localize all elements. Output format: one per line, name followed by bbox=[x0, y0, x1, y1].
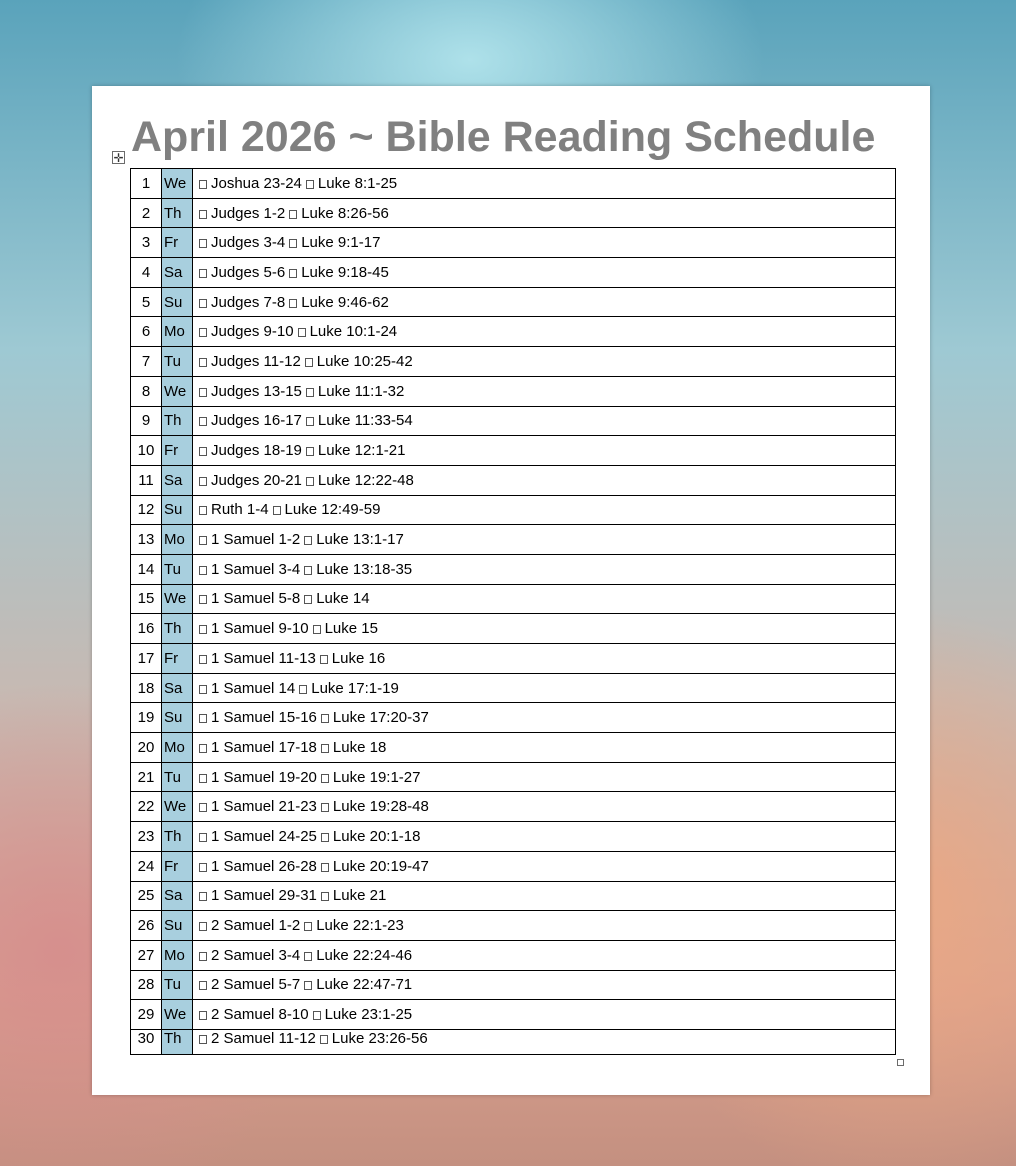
table-row bbox=[131, 644, 896, 674]
table-row bbox=[131, 258, 896, 288]
day-number-cell[interactable]: 5 bbox=[131, 287, 162, 317]
nt-reading-text: Luke 19:28-48 bbox=[332, 798, 429, 816]
table-row bbox=[131, 733, 896, 763]
reading-cell[interactable] bbox=[193, 644, 896, 674]
weekday-cell[interactable]: Mo bbox=[162, 733, 193, 763]
reading-schedule-table[interactable] bbox=[130, 168, 896, 1055]
day-number-cell[interactable]: 1 bbox=[131, 169, 162, 199]
checkbox-icon[interactable] bbox=[289, 210, 297, 219]
ot-reading-text: 1 Samuel 9-10 bbox=[211, 620, 309, 638]
day-number-cell[interactable]: 6 bbox=[131, 317, 162, 347]
day-number-cell[interactable]: 26 bbox=[131, 911, 162, 941]
checkbox-icon[interactable] bbox=[199, 180, 207, 189]
weekday-cell[interactable]: Fr bbox=[162, 436, 193, 466]
checkbox-icon[interactable] bbox=[273, 506, 281, 515]
day-number-cell[interactable]: 18 bbox=[131, 673, 162, 703]
nt-reading-text: Luke 10:25-42 bbox=[316, 352, 413, 370]
weekday-cell[interactable]: Th bbox=[162, 1029, 193, 1054]
weekday-cell[interactable]: Su bbox=[162, 495, 193, 525]
checkbox-icon[interactable] bbox=[304, 952, 312, 961]
checkbox-icon[interactable] bbox=[321, 803, 329, 812]
nt-reading-text: Luke 21 bbox=[332, 887, 387, 905]
checkbox-icon[interactable] bbox=[199, 714, 207, 723]
nt-reading-text: Luke 11:33-54 bbox=[317, 412, 413, 430]
table-row bbox=[131, 376, 896, 406]
checkbox-icon[interactable] bbox=[306, 417, 314, 426]
reading-cell[interactable] bbox=[193, 376, 896, 406]
nt-reading-text: Luke 13:18-35 bbox=[316, 560, 413, 578]
checkbox-icon[interactable] bbox=[199, 1011, 207, 1020]
day-number-cell[interactable]: 8 bbox=[131, 376, 162, 406]
weekday-cell[interactable]: Sa bbox=[162, 258, 193, 288]
day-number-cell[interactable]: 17 bbox=[131, 644, 162, 674]
checkbox-icon[interactable] bbox=[199, 417, 207, 426]
nt-reading-text: Luke 23:26-56 bbox=[331, 1029, 428, 1047]
weekday-cell[interactable]: Tu bbox=[162, 347, 193, 377]
table-row bbox=[131, 940, 896, 970]
reading-cell[interactable] bbox=[193, 347, 896, 377]
reading-cell[interactable] bbox=[193, 525, 896, 555]
table-row bbox=[131, 406, 896, 436]
checkbox-icon[interactable] bbox=[199, 447, 207, 456]
weekday-cell[interactable]: We bbox=[162, 169, 193, 199]
ot-reading-text: 2 Samuel 8-10 bbox=[211, 1006, 309, 1024]
day-number-cell[interactable]: 9 bbox=[131, 406, 162, 436]
checkbox-icon[interactable] bbox=[199, 595, 207, 604]
ot-reading-text: Judges 11-12 bbox=[211, 352, 301, 370]
reading-cell[interactable] bbox=[193, 258, 896, 288]
ot-reading-text: 1 Samuel 26-28 bbox=[211, 857, 317, 875]
checkbox-icon[interactable] bbox=[289, 299, 297, 308]
checkbox-icon[interactable] bbox=[199, 506, 207, 515]
checkbox-icon[interactable] bbox=[289, 269, 297, 278]
table-row bbox=[131, 970, 896, 1000]
reading-cell[interactable] bbox=[193, 198, 896, 228]
weekday-cell[interactable]: Tu bbox=[162, 970, 193, 1000]
weekday-cell[interactable]: Mo bbox=[162, 525, 193, 555]
nt-reading-text: Luke 9:46-62 bbox=[301, 293, 389, 311]
checkbox-icon[interactable] bbox=[199, 744, 207, 753]
nt-reading-text: Luke 18 bbox=[332, 738, 387, 756]
table-row bbox=[131, 347, 896, 377]
day-number-cell[interactable]: 29 bbox=[131, 1000, 162, 1030]
reading-cell[interactable] bbox=[193, 881, 896, 911]
weekday-cell[interactable]: Mo bbox=[162, 317, 193, 347]
weekday-cell[interactable]: Tu bbox=[162, 762, 193, 792]
reading-cell[interactable] bbox=[193, 673, 896, 703]
checkbox-icon[interactable] bbox=[199, 269, 207, 278]
checkbox-icon[interactable] bbox=[199, 981, 207, 990]
ot-reading-text: 2 Samuel 11-12 bbox=[211, 1029, 316, 1047]
nt-reading-text: Luke 12:22-48 bbox=[317, 471, 414, 489]
nt-reading-text: Luke 10:1-24 bbox=[309, 323, 398, 341]
checkbox-icon[interactable] bbox=[199, 833, 207, 842]
day-number-cell[interactable]: 20 bbox=[131, 733, 162, 763]
weekday-cell[interactable]: Th bbox=[162, 406, 193, 436]
ot-reading-text: 1 Samuel 11-13 bbox=[211, 649, 316, 667]
checkbox-icon[interactable] bbox=[321, 833, 329, 842]
ot-reading-text: 1 Samuel 29-31 bbox=[211, 887, 317, 905]
ot-reading-text: 1 Samuel 14 bbox=[211, 679, 296, 697]
reading-cell[interactable] bbox=[193, 733, 896, 763]
nt-reading-text: Luke 9:1-17 bbox=[301, 234, 381, 252]
reading-cell[interactable] bbox=[193, 822, 896, 852]
ot-reading-text: 2 Samuel 3-4 bbox=[211, 946, 301, 964]
ot-reading-text: Judges 1-2 bbox=[211, 204, 286, 222]
weekday-cell[interactable]: Su bbox=[162, 703, 193, 733]
nt-reading-text: Luke 14 bbox=[316, 590, 370, 608]
reading-cell[interactable] bbox=[193, 169, 896, 199]
reading-cell[interactable] bbox=[193, 406, 896, 436]
weekday-cell[interactable]: Th bbox=[162, 614, 193, 644]
weekday-cell[interactable]: Th bbox=[162, 198, 193, 228]
checkbox-icon[interactable] bbox=[199, 892, 207, 901]
checkbox-icon[interactable] bbox=[199, 803, 207, 812]
ot-reading-text: 2 Samuel 1-2 bbox=[211, 917, 301, 935]
nt-reading-text: Luke 11:1-32 bbox=[317, 382, 405, 400]
reading-cell[interactable] bbox=[193, 762, 896, 792]
ot-reading-text: 1 Samuel 19-20 bbox=[211, 768, 317, 786]
day-number-cell[interactable]: 11 bbox=[131, 465, 162, 495]
ot-reading-text: 1 Samuel 17-18 bbox=[211, 738, 317, 756]
table-row bbox=[131, 436, 896, 466]
day-number-cell[interactable]: 28 bbox=[131, 970, 162, 1000]
document-page[interactable] bbox=[92, 86, 930, 1095]
checkbox-icon[interactable] bbox=[199, 239, 207, 248]
reading-cell[interactable] bbox=[193, 495, 896, 525]
ot-reading-text: 1 Samuel 21-23 bbox=[211, 798, 317, 816]
ot-reading-text: Judges 5-6 bbox=[211, 263, 286, 281]
table-row bbox=[131, 317, 896, 347]
table-row bbox=[131, 465, 896, 495]
checkbox-icon[interactable] bbox=[306, 447, 314, 456]
checkbox-icon[interactable] bbox=[199, 328, 207, 337]
day-number-cell[interactable]: 15 bbox=[131, 584, 162, 614]
weekday-cell[interactable]: We bbox=[162, 584, 193, 614]
checkbox-icon[interactable] bbox=[304, 566, 312, 575]
nt-reading-text: Luke 15 bbox=[324, 620, 378, 638]
reading-cell[interactable] bbox=[193, 228, 896, 258]
ot-reading-text: Judges 16-17 bbox=[211, 412, 302, 430]
reading-cell[interactable] bbox=[193, 1029, 896, 1054]
day-number-cell[interactable]: 27 bbox=[131, 940, 162, 970]
day-number-cell[interactable]: 23 bbox=[131, 822, 162, 852]
table-row bbox=[131, 287, 896, 317]
day-number-cell[interactable]: 10 bbox=[131, 436, 162, 466]
checkbox-icon[interactable] bbox=[321, 714, 329, 723]
ot-reading-text: 1 Samuel 3-4 bbox=[211, 560, 301, 578]
nt-reading-text: Luke 13:1-17 bbox=[316, 531, 404, 549]
nt-reading-text: Luke 17:20-37 bbox=[332, 709, 429, 727]
checkbox-icon[interactable] bbox=[199, 358, 207, 367]
ot-reading-text: Judges 9-10 bbox=[211, 323, 294, 341]
checkbox-icon[interactable] bbox=[199, 477, 207, 486]
checkbox-icon[interactable] bbox=[199, 536, 207, 545]
reading-cell[interactable] bbox=[193, 317, 896, 347]
weekday-cell[interactable]: Su bbox=[162, 287, 193, 317]
nt-reading-text: Luke 22:47-71 bbox=[316, 976, 413, 994]
checkbox-icon[interactable] bbox=[199, 685, 207, 694]
checkbox-icon[interactable] bbox=[313, 625, 321, 634]
page-title[interactable]: April 2026 ~ Bible Reading Schedule bbox=[131, 113, 876, 161]
ot-reading-text: Judges 20-21 bbox=[211, 471, 302, 489]
nt-reading-text: Luke 20:1-18 bbox=[332, 827, 421, 845]
ot-reading-text: 1 Samuel 24-25 bbox=[211, 827, 317, 845]
checkbox-icon[interactable] bbox=[299, 685, 307, 694]
table-row bbox=[131, 198, 896, 228]
weekday-cell[interactable]: We bbox=[162, 1000, 193, 1030]
weekday-cell[interactable]: Fr bbox=[162, 228, 193, 258]
checkbox-icon[interactable] bbox=[321, 892, 329, 901]
checkbox-icon[interactable] bbox=[306, 477, 314, 486]
table-row bbox=[131, 792, 896, 822]
ot-reading-text: Judges 18-19 bbox=[211, 442, 302, 460]
checkbox-icon[interactable] bbox=[320, 1035, 328, 1044]
day-number-cell[interactable]: 7 bbox=[131, 347, 162, 377]
nt-reading-text: Luke 9:18-45 bbox=[301, 263, 389, 281]
table-row bbox=[131, 614, 896, 644]
reading-cell[interactable] bbox=[193, 911, 896, 941]
ot-reading-text: Judges 3-4 bbox=[211, 234, 286, 252]
table-row bbox=[131, 1000, 896, 1030]
weekday-cell[interactable]: Fr bbox=[162, 851, 193, 881]
day-number-cell[interactable]: 4 bbox=[131, 258, 162, 288]
reading-cell[interactable] bbox=[193, 970, 896, 1000]
day-number-cell[interactable]: 16 bbox=[131, 614, 162, 644]
ot-reading-text: Judges 13-15 bbox=[211, 382, 302, 400]
table-row bbox=[131, 911, 896, 941]
table-row bbox=[131, 1029, 896, 1054]
checkbox-icon[interactable] bbox=[304, 595, 312, 604]
nt-reading-text: Luke 22:1-23 bbox=[316, 917, 404, 935]
checkbox-icon[interactable] bbox=[199, 774, 207, 783]
checkbox-icon[interactable] bbox=[320, 655, 328, 664]
reading-cell[interactable] bbox=[193, 287, 896, 317]
nt-reading-text: Luke 23:1-25 bbox=[324, 1006, 413, 1024]
ot-reading-text: 1 Samuel 15-16 bbox=[211, 709, 317, 727]
checkbox-icon[interactable] bbox=[306, 388, 314, 397]
nt-reading-text: Luke 12:49-59 bbox=[284, 501, 381, 519]
nt-reading-text: Luke 8:1-25 bbox=[317, 174, 398, 192]
ot-reading-text: Judges 7-8 bbox=[211, 293, 286, 311]
weekday-cell[interactable]: Sa bbox=[162, 881, 193, 911]
checkbox-icon[interactable] bbox=[289, 239, 297, 248]
weekday-cell[interactable]: Sa bbox=[162, 465, 193, 495]
day-number-cell[interactable]: 19 bbox=[131, 703, 162, 733]
reading-cell[interactable] bbox=[193, 614, 896, 644]
nt-reading-text: Luke 17:1-19 bbox=[311, 679, 399, 697]
day-number-cell[interactable]: 14 bbox=[131, 554, 162, 584]
schedule-body bbox=[131, 169, 896, 1055]
checkbox-icon[interactable] bbox=[199, 952, 207, 961]
nt-reading-text: Luke 19:1-27 bbox=[332, 768, 421, 786]
day-number-cell[interactable]: 21 bbox=[131, 762, 162, 792]
nt-reading-text: Luke 8:26-56 bbox=[301, 204, 389, 222]
reading-cell[interactable] bbox=[193, 703, 896, 733]
checkbox-icon[interactable] bbox=[298, 328, 306, 337]
checkbox-icon[interactable] bbox=[306, 180, 314, 189]
reading-cell[interactable] bbox=[193, 436, 896, 466]
weekday-cell[interactable]: Tu bbox=[162, 554, 193, 584]
table-row bbox=[131, 169, 896, 199]
checkbox-icon[interactable] bbox=[321, 744, 329, 753]
weekday-cell[interactable]: Su bbox=[162, 911, 193, 941]
weekday-cell[interactable]: We bbox=[162, 376, 193, 406]
reading-cell[interactable] bbox=[193, 851, 896, 881]
weekday-cell[interactable]: We bbox=[162, 792, 193, 822]
checkbox-icon[interactable] bbox=[199, 625, 207, 634]
checkbox-icon[interactable] bbox=[199, 388, 207, 397]
day-number-cell[interactable]: 3 bbox=[131, 228, 162, 258]
checkbox-icon[interactable] bbox=[199, 922, 207, 931]
table-row bbox=[131, 673, 896, 703]
table-row bbox=[131, 228, 896, 258]
day-number-cell[interactable]: 13 bbox=[131, 525, 162, 555]
nt-reading-text: Luke 22:24-46 bbox=[316, 946, 413, 964]
day-number-cell[interactable]: 12 bbox=[131, 495, 162, 525]
day-number-cell[interactable]: 2 bbox=[131, 198, 162, 228]
weekday-cell[interactable]: Mo bbox=[162, 940, 193, 970]
ot-reading-text: 1 Samuel 1-2 bbox=[211, 531, 301, 549]
day-number-cell[interactable]: 22 bbox=[131, 792, 162, 822]
weekday-cell[interactable]: Th bbox=[162, 822, 193, 852]
table-row bbox=[131, 584, 896, 614]
weekday-cell[interactable]: Sa bbox=[162, 673, 193, 703]
reading-cell[interactable] bbox=[193, 554, 896, 584]
checkbox-icon[interactable] bbox=[304, 981, 312, 990]
checkbox-icon[interactable] bbox=[199, 1035, 207, 1044]
table-row bbox=[131, 554, 896, 584]
day-number-cell[interactable]: 30 bbox=[131, 1029, 162, 1054]
reading-cell[interactable] bbox=[193, 792, 896, 822]
reading-cell[interactable] bbox=[193, 465, 896, 495]
table-row bbox=[131, 525, 896, 555]
checkbox-icon[interactable] bbox=[199, 655, 207, 664]
table-row bbox=[131, 762, 896, 792]
reading-cell[interactable] bbox=[193, 584, 896, 614]
nt-reading-text: Luke 16 bbox=[331, 649, 386, 667]
resize-handle-icon[interactable] bbox=[897, 1059, 904, 1066]
checkbox-icon[interactable] bbox=[199, 566, 207, 575]
ot-reading-text: Joshua 23-24 bbox=[211, 174, 302, 192]
table-row bbox=[131, 495, 896, 525]
ot-reading-text: 1 Samuel 5-8 bbox=[211, 590, 301, 608]
reading-cell[interactable] bbox=[193, 940, 896, 970]
checkbox-icon[interactable] bbox=[313, 1011, 321, 1020]
table-row bbox=[131, 703, 896, 733]
day-number-cell[interactable]: 24 bbox=[131, 851, 162, 881]
table-row bbox=[131, 822, 896, 852]
nt-reading-text: Luke 20:19-47 bbox=[332, 857, 429, 875]
reading-cell[interactable] bbox=[193, 1000, 896, 1030]
checkbox-icon[interactable] bbox=[199, 863, 207, 872]
checkbox-icon[interactable] bbox=[321, 863, 329, 872]
checkbox-icon[interactable] bbox=[199, 299, 207, 308]
table-row bbox=[131, 851, 896, 881]
nt-reading-text: Luke 12:1-21 bbox=[317, 442, 406, 460]
ot-reading-text: Ruth 1-4 bbox=[211, 501, 269, 519]
checkbox-icon[interactable] bbox=[321, 774, 329, 783]
checkbox-icon[interactable] bbox=[199, 210, 207, 219]
checkbox-icon[interactable] bbox=[305, 358, 313, 367]
checkbox-icon[interactable] bbox=[304, 922, 312, 931]
table-row bbox=[131, 881, 896, 911]
move-icon[interactable]: ✛ bbox=[113, 151, 124, 165]
day-number-cell[interactable]: 25 bbox=[131, 881, 162, 911]
weekday-cell[interactable]: Fr bbox=[162, 644, 193, 674]
ot-reading-text: 2 Samuel 5-7 bbox=[211, 976, 301, 994]
checkbox-icon[interactable] bbox=[304, 536, 312, 545]
